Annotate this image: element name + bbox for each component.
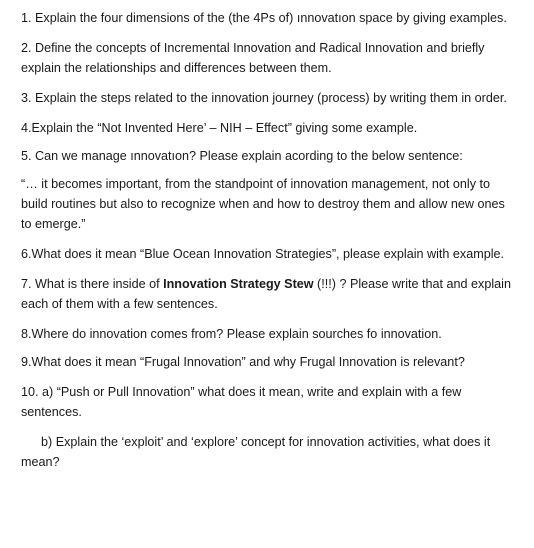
- question-7: [21, 274, 514, 314]
- question-7-prefix: 7. What is there inside of: [21, 277, 164, 291]
- question-5: 5. Can we manage ınnovatıon? Please explain acording to the below sentence:: [21, 149, 463, 163]
- question-7-suffix: (!!!) ? Please write that and explain each of them with a few sentences.: [21, 277, 511, 311]
- question-1: 1. Explain the four dimensions of the (the 4Ps of) ınnovatıon space by giving examples.: [21, 11, 507, 25]
- question-2: 2. Define the concepts of Incremental Innovation and Radical Innovation and briefly explain the relationships and differences between them.: [21, 41, 485, 75]
- question-6: 6.What does it mean “Blue Ocean Innovation Strategies”, please explain with example.: [21, 247, 505, 261]
- question-8: 8.Where do innovation comes from? Please explain sourches fo innovation.: [21, 327, 442, 341]
- question-5-quote: “… it becomes important, from the standpoint of innovation management, not only to build routines but also to recognize when and how to destroy them and allow new ones to emerge.”: [21, 177, 505, 231]
- question-7-bold-term: Innovation Strategy Stew: [163, 277, 314, 291]
- question-4: 4.Explain the “Not Invented Here’ – NIH – Effect” giving some example.: [21, 121, 418, 135]
- question-10a: 10. a) “Push or Pull Innovation” what does it mean, write and explain with a few sentences.: [21, 385, 462, 419]
- question-9: 9.What does it mean “Frugal Innovation” and why Frugal Innovation is relevant?: [21, 355, 465, 369]
- question-10b: b) Explain the ‘exploit’ and ‘explore’ concept for innovation activities, what does it mean?: [21, 435, 491, 469]
- question-3: 3. Explain the steps related to the innovation journey (process) by writing them in order.: [21, 91, 507, 105]
